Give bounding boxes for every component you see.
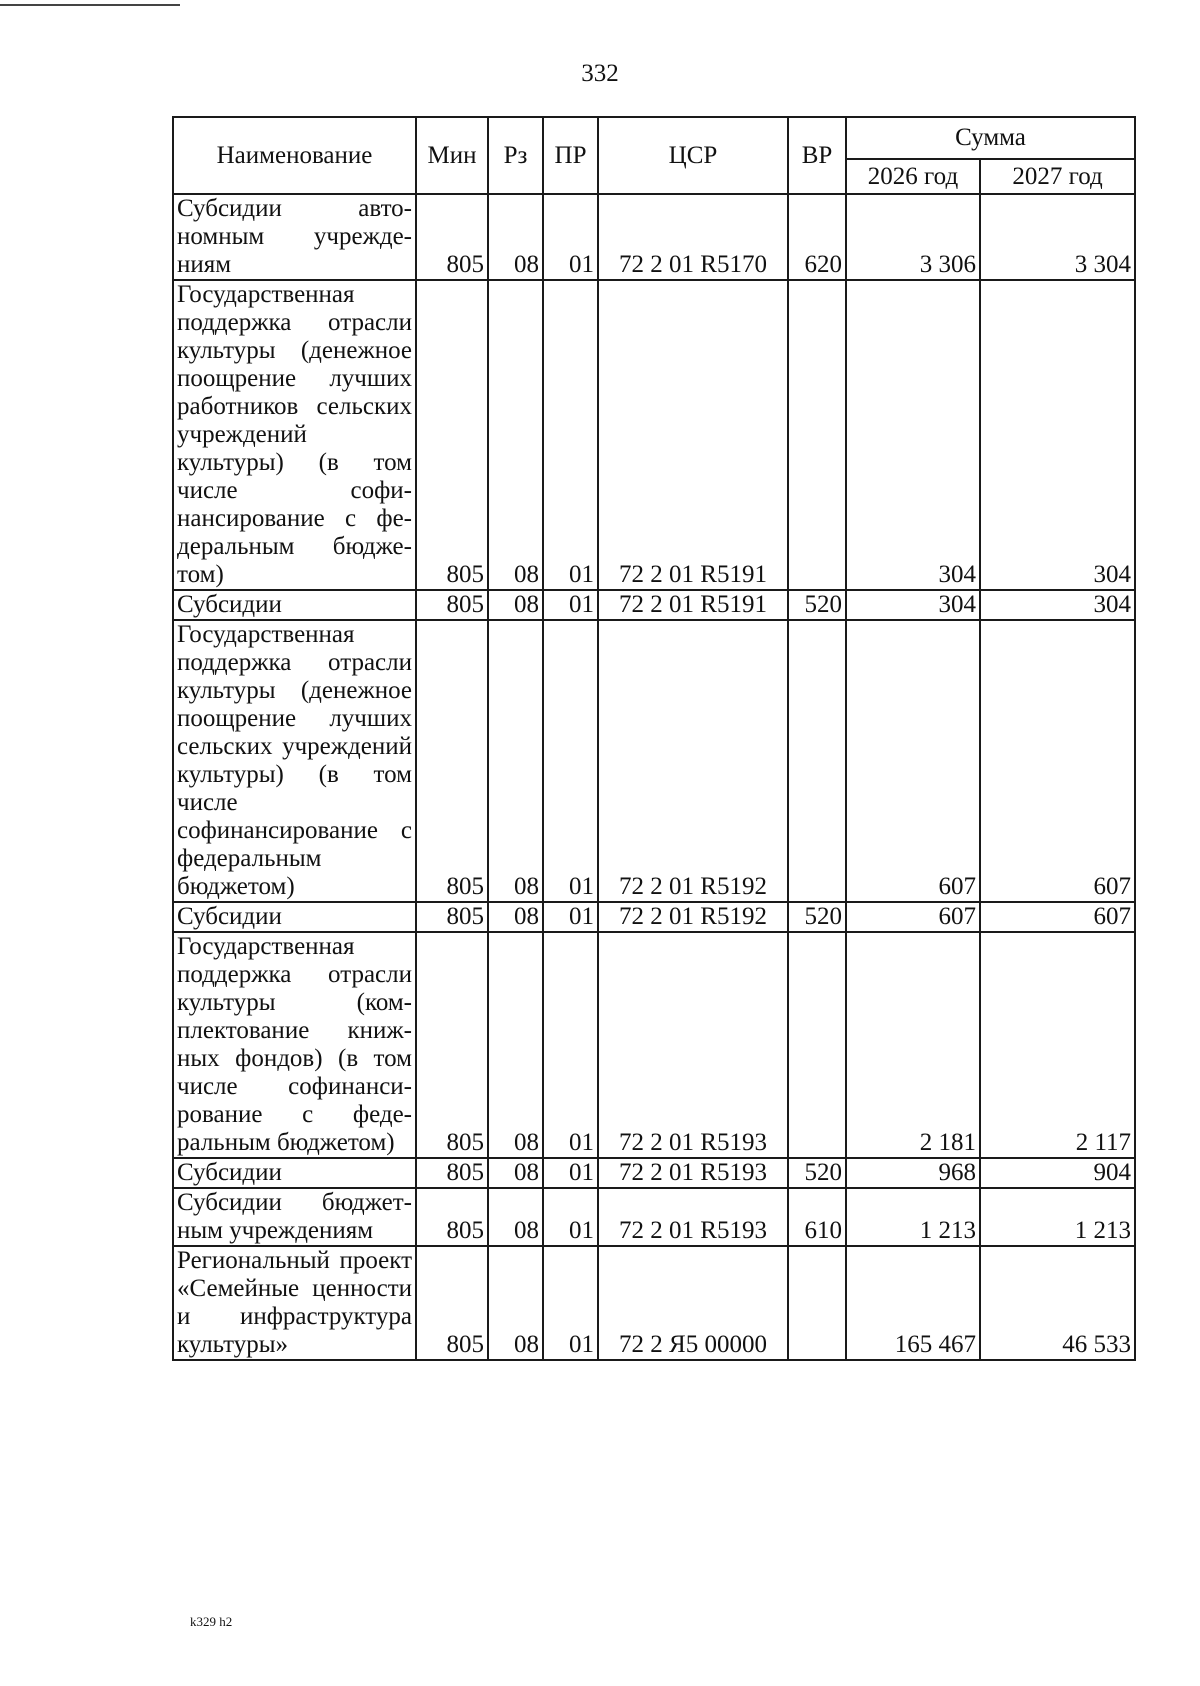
header-name: Наименование [173, 117, 416, 194]
row-2027-cell: 3 304 [980, 194, 1135, 280]
row-rz-cell: 08 [488, 590, 543, 620]
row-csr-cell: 72 2 01 R5170 [598, 194, 788, 280]
row-2027-cell: 607 [980, 902, 1135, 932]
row-2026-cell: 304 [846, 590, 980, 620]
row-csr-cell: 72 2 01 R5192 [598, 902, 788, 932]
row-csr-cell: 72 2 01 R5191 [598, 590, 788, 620]
row-name-cell: Государственная поддержка отрасли культуры (комплектование книжных фондов) (в том числе софинансирование с федеральным бюджетом) [173, 932, 416, 1158]
row-vr-cell: 520 [788, 902, 846, 932]
row-min-cell: 805 [416, 194, 488, 280]
scan-edge-line [0, 4, 180, 6]
row-2026-cell: 1 213 [846, 1188, 980, 1246]
table-row [173, 902, 1135, 932]
header-csr: ЦСР [598, 117, 788, 194]
header-vr: ВР [788, 117, 846, 194]
row-name-cell: Государственная поддержка отрасли культуры (денежное поощрение лучших сельских учреждений культуры) (в том числе софинансирование с федеральным бюджетом) [173, 620, 416, 902]
row-name-cell: Субсидии [173, 590, 416, 620]
row-2026-cell: 2 181 [846, 932, 980, 1158]
row-2027-cell: 304 [980, 280, 1135, 590]
header-min: Мин [416, 117, 488, 194]
header-rz: Рз [488, 117, 543, 194]
table-row [173, 1158, 1135, 1188]
table-row [173, 1188, 1135, 1246]
row-rz-cell: 08 [488, 280, 543, 590]
row-name-cell: Субсидии автономным учреждениям [173, 194, 416, 280]
row-vr-cell [788, 932, 846, 1158]
row-min-cell: 805 [416, 590, 488, 620]
table-row [173, 620, 1135, 902]
row-pr-cell: 01 [543, 1246, 598, 1360]
row-csr-cell: 72 2 Я5 00000 [598, 1246, 788, 1360]
row-csr-cell: 72 2 01 R5193 [598, 1158, 788, 1188]
row-2026-cell: 968 [846, 1158, 980, 1188]
table-body [173, 194, 1135, 1360]
row-min-cell: 805 [416, 1158, 488, 1188]
row-2027-cell: 1 213 [980, 1188, 1135, 1246]
table-row [173, 280, 1135, 590]
row-2027-cell: 2 117 [980, 932, 1135, 1158]
row-min-cell: 805 [416, 1188, 488, 1246]
header-sum: Сумма [846, 117, 1135, 159]
row-2027-cell: 904 [980, 1158, 1135, 1188]
row-2026-cell: 304 [846, 280, 980, 590]
row-min-cell: 805 [416, 280, 488, 590]
row-pr-cell: 01 [543, 1188, 598, 1246]
row-pr-cell: 01 [543, 280, 598, 590]
row-vr-cell [788, 1246, 846, 1360]
row-min-cell: 805 [416, 932, 488, 1158]
table-row [173, 590, 1135, 620]
row-2027-cell: 607 [980, 620, 1135, 902]
row-rz-cell: 08 [488, 620, 543, 902]
row-csr-cell: 72 2 01 R5193 [598, 932, 788, 1158]
table-row [173, 194, 1135, 280]
row-rz-cell: 08 [488, 1246, 543, 1360]
row-2026-cell: 3 306 [846, 194, 980, 280]
row-vr-cell [788, 280, 846, 590]
row-csr-cell: 72 2 01 R5193 [598, 1188, 788, 1246]
row-min-cell: 805 [416, 620, 488, 902]
page-number: 332 [581, 60, 619, 87]
row-vr-cell: 620 [788, 194, 846, 280]
row-vr-cell: 520 [788, 590, 846, 620]
row-rz-cell: 08 [488, 932, 543, 1158]
table-row [173, 932, 1135, 1158]
footer-code: k329 h2 [190, 1614, 233, 1629]
row-csr-cell: 72 2 01 R5191 [598, 280, 788, 590]
row-2026-cell: 607 [846, 620, 980, 902]
row-pr-cell: 01 [543, 194, 598, 280]
header-2027: 2027 год [980, 159, 1135, 194]
row-2027-cell: 304 [980, 590, 1135, 620]
row-pr-cell: 01 [543, 1158, 598, 1188]
row-pr-cell: 01 [543, 902, 598, 932]
header-pr: ПР [543, 117, 598, 194]
row-name-cell: Субсидии [173, 902, 416, 932]
budget-table [172, 116, 1136, 1361]
row-min-cell: 805 [416, 1246, 488, 1360]
row-name-cell: Субсидии [173, 1158, 416, 1188]
row-2026-cell: 607 [846, 902, 980, 932]
row-name-cell: Региональный проект «Семейные ценности и инфраструктура культуры» [173, 1246, 416, 1360]
row-rz-cell: 08 [488, 194, 543, 280]
row-rz-cell: 08 [488, 1188, 543, 1246]
row-2027-cell: 46 533 [980, 1246, 1135, 1360]
table-row [173, 1246, 1135, 1360]
row-pr-cell: 01 [543, 932, 598, 1158]
row-pr-cell: 01 [543, 620, 598, 902]
row-rz-cell: 08 [488, 1158, 543, 1188]
row-2026-cell: 165 467 [846, 1246, 980, 1360]
row-vr-cell [788, 620, 846, 902]
row-vr-cell: 520 [788, 1158, 846, 1188]
row-rz-cell: 08 [488, 902, 543, 932]
row-vr-cell: 610 [788, 1188, 846, 1246]
row-name-cell: Государственная поддержка отрасли культуры (денежное поощрение лучших работников сельских учреждений культуры) (в том числе софинансирование с федеральным бюджетом) [173, 280, 416, 590]
row-min-cell: 805 [416, 902, 488, 932]
row-name-cell: Субсидии бюджетным учреждениям [173, 1188, 416, 1246]
row-csr-cell: 72 2 01 R5192 [598, 620, 788, 902]
header-2026: 2026 год [846, 159, 980, 194]
row-pr-cell: 01 [543, 590, 598, 620]
